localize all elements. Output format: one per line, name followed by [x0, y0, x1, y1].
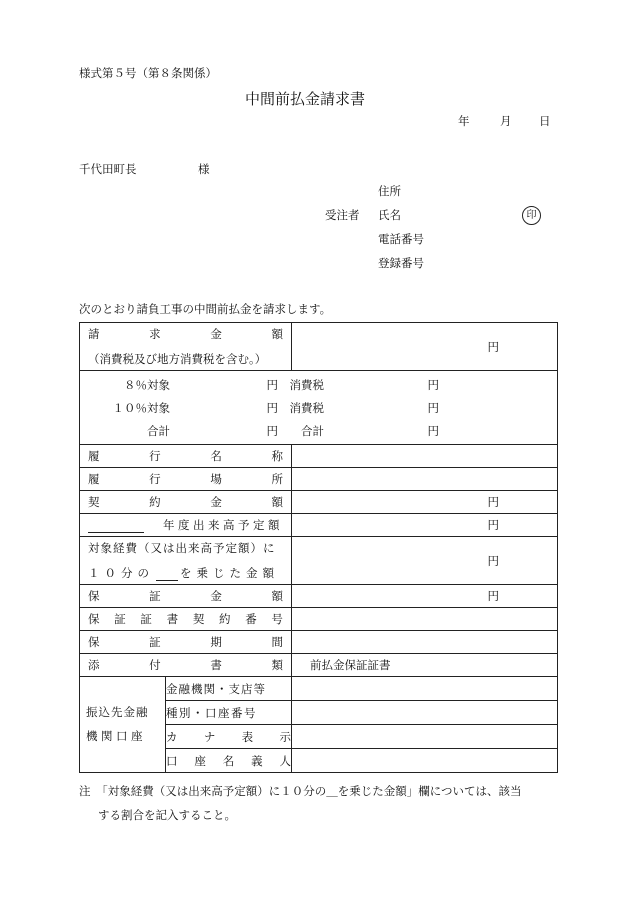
form-number: 様式第５号（第８条関係） [79, 66, 217, 80]
target-cost-yen: 円 [487, 553, 499, 568]
gp-char-3: 期 [210, 635, 222, 649]
project-name-label-cell [80, 445, 292, 468]
bank-label-line-1: 振込先金融 [86, 705, 149, 719]
contractor-name-label: 氏名 [378, 208, 401, 222]
kana-label [166, 729, 291, 745]
attachments-label [88, 657, 283, 673]
contract-amount-row [80, 491, 558, 514]
seal-icon: 印 [522, 206, 541, 225]
guarantee-period-label [88, 634, 283, 650]
bank-branch-value[interactable] [292, 677, 558, 701]
tax-line-total-label: 合計 [147, 423, 170, 438]
contract-amount-label [88, 494, 283, 510]
pn-char-2: 行 [149, 449, 161, 463]
account-holder-label-cell [166, 749, 292, 773]
claim-amount-value[interactable] [292, 323, 558, 371]
planned-completion-value[interactable] [292, 514, 558, 537]
document-title: 中間前払金請求書 [245, 90, 366, 108]
gn-char-5: 契 [192, 612, 205, 626]
tax-breakdown-cell[interactable] [80, 371, 558, 445]
claim-amount-yen: 円 [487, 339, 499, 354]
ah-char-5: 人 [279, 753, 291, 768]
bank-label-cell [80, 677, 166, 773]
attachments-value: 前払金保証証書 [292, 654, 558, 677]
ah-char-1: 口 [166, 753, 178, 768]
guarantee-amount-row [80, 585, 558, 608]
gn-char-4: 書 [166, 612, 179, 626]
ga-char-1: 保 [88, 589, 100, 603]
tax-line-8-yen: 円 [266, 377, 278, 392]
project-place-label [88, 471, 283, 487]
tax-line-total-tax-yen: 円 [427, 423, 439, 438]
pp-char-3: 場 [210, 472, 222, 486]
ga-char-3: 金 [210, 589, 222, 603]
guarantee-amount-value[interactable] [292, 585, 558, 608]
contract-amount-yen: 円 [487, 495, 499, 509]
claim-table [79, 322, 558, 773]
tax-line-total [80, 419, 557, 442]
project-place-value[interactable] [292, 468, 558, 491]
fiscal-year-blank[interactable] [88, 521, 144, 533]
tax-line-10-label: １０％対象 [112, 400, 170, 415]
ca-char-4: 額 [271, 495, 283, 509]
guarantee-number-value[interactable] [292, 608, 558, 631]
target-cost-line-1: 対象経費（又は出来高予定額）に [88, 541, 276, 555]
contractor-label: 受注者 [325, 208, 360, 222]
gn-char-2: 証 [114, 612, 126, 626]
contract-amount-label-cell [80, 491, 292, 514]
contractor-registration-label: 登録番号 [378, 256, 424, 270]
pp-char-1: 履 [88, 472, 100, 486]
claim-amount-label-cell [80, 323, 292, 371]
ca-char-1: 契 [88, 495, 100, 509]
guarantee-period-label-cell [80, 631, 292, 654]
tax-line-8-label: ８％対象 [124, 377, 170, 392]
target-cost-label-cell [80, 537, 292, 585]
project-name-value[interactable] [292, 445, 558, 468]
attachments-label-cell [80, 654, 292, 677]
target-cost-blank[interactable] [156, 569, 178, 581]
claim-amount-sub: （消費税及び地方消費税を含む。） [88, 352, 267, 366]
note-line-1: 注 「対象経費（又は出来高予定額）に１０分の＿を乗じた金額」欄については、該当 [79, 784, 522, 798]
planned-completion-row [80, 514, 558, 537]
at-char-2: 付 [149, 658, 161, 672]
claim-amount-label [88, 326, 283, 342]
guarantee-number-label [88, 611, 283, 627]
date-day: 日 [539, 114, 551, 128]
pn-char-1: 履 [88, 449, 100, 463]
claim-char-4: 額 [271, 327, 283, 341]
guarantee-period-value[interactable] [292, 631, 558, 654]
target-cost-multiply-text: を乗じた金額 [180, 566, 279, 580]
tax-line-8-tax: 消費税 [289, 377, 324, 392]
at-char-4: 類 [271, 658, 283, 672]
gn-char-3: 証 [140, 612, 152, 626]
ga-char-2: 証 [149, 589, 161, 603]
addressee-honorific: 様 [198, 162, 210, 176]
planned-completion-label [88, 517, 283, 533]
target-cost-fraction-text: １０分の [88, 566, 154, 580]
account-number-label: 種別・口座番号 [166, 705, 257, 720]
guarantee-amount-label [88, 588, 283, 604]
tax-line-total-tax: 合計 [301, 423, 324, 438]
tax-line-total-yen: 円 [266, 423, 278, 438]
gn-char-7: 番 [245, 612, 257, 626]
kn-char-3: 表 [241, 729, 254, 744]
tax-line-10-tax: 消費税 [289, 400, 324, 415]
gn-char-1: 保 [88, 612, 100, 626]
bank-label-line-2: 機関口座 [86, 728, 146, 743]
intro-text: 次のとおり請負工事の中間前払金を請求します。 [79, 302, 332, 316]
account-number-value[interactable] [292, 701, 558, 725]
kana-value[interactable] [292, 725, 558, 749]
project-name-label [88, 448, 283, 464]
claim-char-1: 請 [88, 327, 100, 341]
kn-char-1: カ [166, 729, 178, 744]
pn-char-4: 称 [271, 449, 283, 463]
guarantee-amount-yen: 円 [487, 589, 499, 603]
guarantee-number-row [80, 608, 558, 631]
planned-completion-yen: 円 [487, 518, 499, 532]
contract-amount-value[interactable] [292, 491, 558, 514]
tax-line-10-tax-yen: 円 [427, 400, 439, 415]
guarantee-period-row [80, 631, 558, 654]
gp-char-4: 間 [271, 635, 283, 649]
target-cost-value[interactable] [292, 537, 558, 585]
project-place-row [80, 468, 558, 491]
contractor-address-label: 住所 [378, 184, 401, 198]
ga-char-4: 額 [271, 589, 283, 603]
pp-char-2: 行 [149, 472, 161, 486]
ah-char-2: 座 [194, 753, 206, 768]
target-cost-line-2 [88, 565, 283, 581]
claim-char-2: 求 [149, 327, 161, 341]
account-holder-value[interactable] [292, 749, 558, 773]
kn-char-2: ナ [203, 729, 216, 744]
account-number-label-cell [166, 701, 292, 725]
gp-char-2: 証 [149, 635, 161, 649]
gn-char-6: 約 [219, 612, 231, 626]
kn-char-4: 示 [279, 729, 291, 744]
target-cost-row [80, 537, 558, 585]
pn-char-3: 名 [210, 449, 222, 463]
gp-char-1: 保 [88, 635, 100, 649]
tax-line-8-tax-yen: 円 [427, 377, 439, 392]
planned-completion-label-cell [80, 514, 292, 537]
ah-char-3: 名 [222, 753, 235, 768]
attachments-row [80, 654, 558, 677]
guarantee-number-label-cell [80, 608, 292, 631]
at-char-3: 書 [210, 658, 222, 672]
contractor-phone-label: 電話番号 [378, 232, 424, 246]
project-name-row [80, 445, 558, 468]
date-year: 年 [458, 114, 470, 128]
note-line-2: する割合を記入すること。 [98, 808, 236, 822]
pp-char-4: 所 [271, 472, 283, 486]
bank-branch-label-cell [166, 677, 292, 701]
account-holder-label [166, 753, 291, 769]
at-char-1: 添 [88, 658, 100, 672]
ca-char-2: 約 [149, 495, 161, 509]
claim-char-3: 金 [210, 327, 222, 341]
planned-completion-text: 年度出来高予定額 [163, 518, 283, 532]
project-place-label-cell [80, 468, 292, 491]
bank-branch-label: 金融機関・支店等 [166, 681, 266, 696]
tax-line-10 [80, 396, 557, 419]
bank-row-1 [80, 677, 558, 701]
tax-line-8 [80, 373, 557, 396]
addressee-name: 千代田町長 [79, 162, 137, 176]
ah-char-4: 義 [251, 753, 263, 768]
tax-breakdown-row [80, 371, 558, 445]
kana-label-cell [166, 725, 292, 749]
gn-char-8: 号 [271, 612, 283, 626]
date-month: 月 [500, 114, 512, 128]
tax-line-10-yen: 円 [266, 400, 278, 415]
guarantee-amount-label-cell [80, 585, 292, 608]
ca-char-3: 金 [210, 495, 222, 509]
claim-amount-row [80, 323, 558, 371]
